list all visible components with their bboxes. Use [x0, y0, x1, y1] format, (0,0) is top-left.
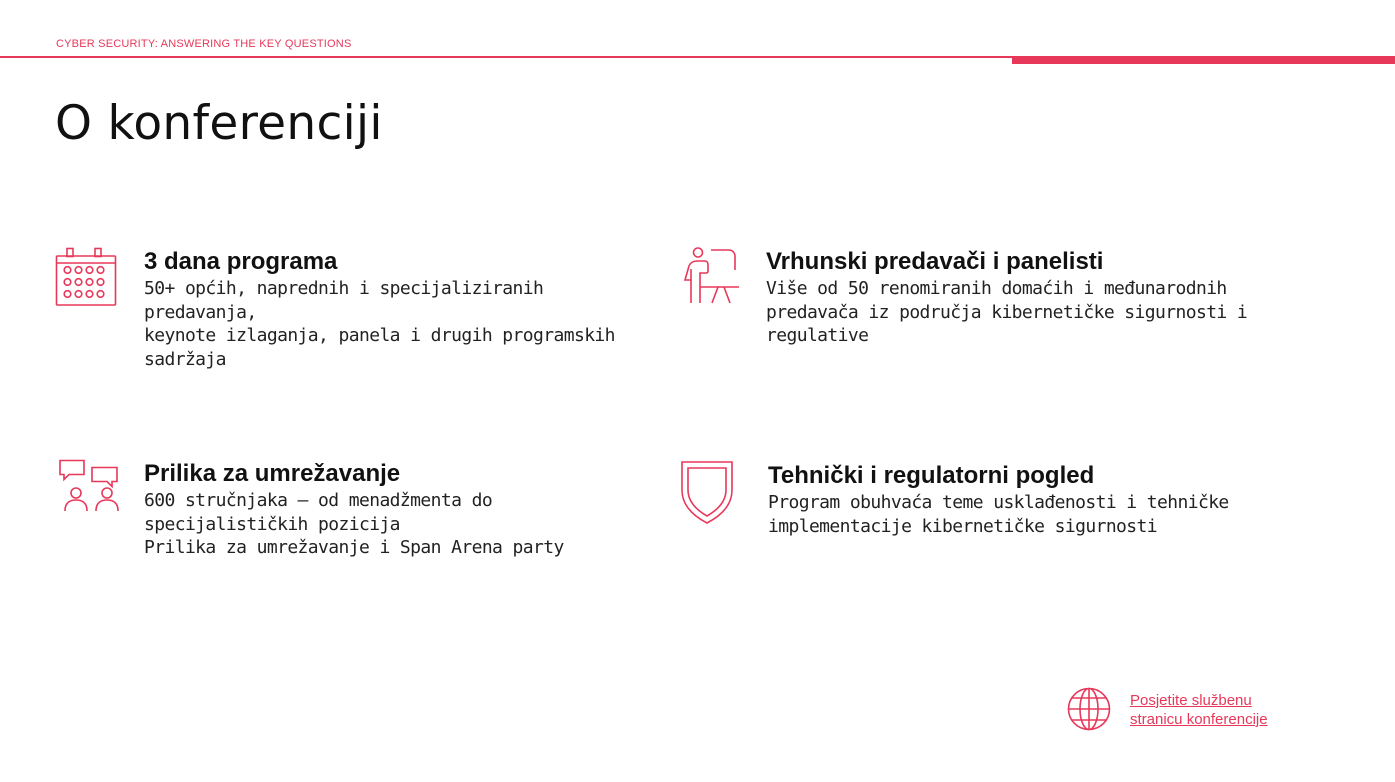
- networking-icon: [55, 459, 117, 521]
- feature-description: 600 stručnjaka – od menadžmenta do specijalističkih pozicija Prilika za umrežavanje i Span Arena party: [144, 490, 564, 558]
- header-accent-bar: [1012, 56, 1395, 64]
- shield-icon: [679, 461, 741, 523]
- feature-heading: Tehnički i regulatorni pogled: [768, 462, 1095, 489]
- conference-link-block: [1067, 687, 1367, 731]
- header-divider: [0, 56, 1012, 58]
- calendar-icon: [55, 247, 117, 309]
- header-label: CYBER SECURITY: ANSWERING THE KEY QUESTIONS: [56, 38, 352, 50]
- globe-icon[interactable]: [1067, 687, 1111, 731]
- page-title: O konferenciji: [55, 96, 383, 151]
- feature-description: Više od 50 renomiranih domaćih i međunarodnih predavača iz područja kibernetičke sigurnosti i regulative: [766, 278, 1248, 346]
- feature-heading: Vrhunski predavači i panelisti: [766, 248, 1104, 275]
- feature-description: 50+ općih, naprednih i specijaliziranih predavanja, keynote izlaganja, panela i drugih programskih sadržaja: [144, 278, 615, 370]
- feature-heading: 3 dana programa: [144, 248, 338, 275]
- feature-description: Program obuhvaća teme usklađenosti i tehničke implementacije kibernetičke sigurnosti: [768, 492, 1229, 537]
- conference-website-link[interactable]: Posjetite službenu stranicu konferencije: [1130, 692, 1268, 728]
- feature-heading: Prilika za umrežavanje: [144, 460, 401, 487]
- presenter-icon: [677, 247, 739, 309]
